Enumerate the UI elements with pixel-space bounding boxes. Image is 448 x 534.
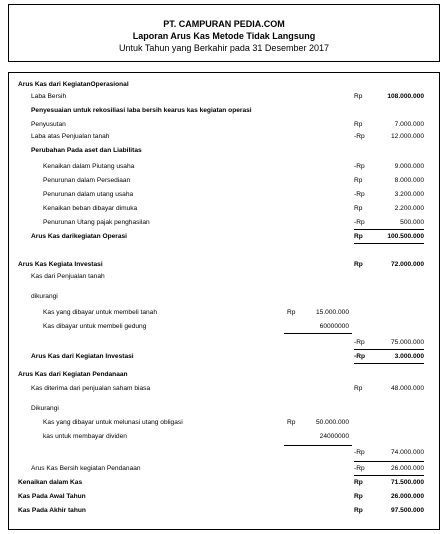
amount: 500.000 — [400, 219, 424, 226]
report-header — [8, 4, 440, 62]
row-label: Laba Bersih — [31, 93, 67, 100]
amount: 108.000.000 — [387, 93, 424, 100]
amount: 74.000.000 — [390, 449, 424, 456]
statement-row — [9, 431, 439, 443]
currency-prefix: -Rp — [354, 465, 365, 472]
row-label: kas untuk membayar dividen — [43, 433, 127, 440]
row-label: Arus Kas Kegiata Investasi — [18, 261, 103, 268]
sub-amount: 15.000.000 — [315, 309, 349, 316]
company-name: PT. CAMPURAN PEDIA.COM — [163, 19, 285, 29]
statement-row — [9, 161, 439, 173]
amount: 26.000.000 — [390, 493, 424, 500]
row-label: Kas Pada Akhir tahun — [18, 507, 86, 514]
report-title: Laporan Arus Kas Metode Tidak Langsung — [132, 31, 316, 41]
statement-row — [9, 271, 439, 283]
amount: 48.000.000 — [390, 385, 424, 392]
row-label: Penyesuaian untuk rekosiliasi laba bersih kearus kas kegiatan operasi — [31, 107, 252, 114]
amount: 8.000.000 — [394, 177, 424, 184]
currency-prefix: Rp — [354, 261, 363, 268]
underline-rule — [354, 229, 424, 230]
row-label: Arus Kas dari Kegiatan Pendanaan — [18, 371, 128, 378]
statement-row — [9, 337, 439, 349]
statement-row — [9, 145, 439, 157]
statement-row — [9, 203, 439, 215]
currency-prefix: Rp — [354, 233, 363, 240]
currency-prefix: Rp — [287, 419, 296, 426]
statement-row — [9, 79, 439, 91]
row-label: Perubahan Pada aset dan Liabilitas — [31, 147, 142, 154]
statement-row — [9, 463, 439, 475]
row-label: Kas yang dibayar untuk membeli tanah — [43, 309, 157, 316]
amount: 2.200.000 — [394, 205, 424, 212]
sub-amount: 50.000.000 — [315, 419, 349, 426]
currency-prefix: -Rp — [354, 219, 365, 226]
currency-prefix: Rp — [354, 493, 363, 500]
amount: 72.000.000 — [390, 261, 424, 268]
row-label: Penurunan dalam Persediaan — [43, 177, 131, 184]
currency-prefix: -Rp — [354, 163, 365, 170]
statement-row — [9, 231, 439, 243]
statement-body — [8, 72, 440, 530]
statement-row — [9, 417, 439, 429]
underline-rule — [284, 445, 352, 446]
amount: 3.000.000 — [394, 353, 424, 360]
amount: 12.000.000 — [390, 133, 424, 140]
row-label: Kas yang dibayar untuk melunasi utang obligasi — [43, 419, 183, 426]
statement-row — [9, 189, 439, 201]
cash-flow-sheet — [8, 4, 440, 530]
currency-prefix: Rp — [354, 121, 363, 128]
row-label: Arus Kas dari Kegiatan Investasi — [31, 353, 134, 360]
row-label: Kas dibayar untuk membeli gedung — [43, 323, 147, 330]
amount: 71.500.000 — [390, 479, 424, 486]
statement-row — [9, 119, 439, 131]
row-label: Kas dari Penjualan tanah — [31, 273, 105, 280]
statement-row — [9, 259, 439, 271]
currency-prefix: -Rp — [354, 191, 365, 198]
statement-row — [9, 491, 439, 503]
amount: 7.000.000 — [394, 121, 424, 128]
underline-rule — [354, 243, 424, 244]
row-label: Kenaikan beban dibayar dimuka — [43, 205, 138, 212]
currency-prefix: Rp — [354, 93, 363, 100]
statement-row — [9, 91, 439, 103]
statement-row — [9, 105, 439, 117]
report-period: Untuk Tahun yang Berkahir pada 31 Desember 2017 — [119, 43, 329, 53]
sub-amount: 24000000 — [319, 433, 349, 440]
statement-row — [9, 383, 439, 395]
currency-prefix: -Rp — [354, 449, 365, 456]
underline-rule — [354, 461, 424, 462]
row-label: Penurunan Utang pajak penghasilan — [43, 219, 150, 226]
row-label: Kenaikan dalam Piutang usaha — [43, 163, 135, 170]
row-label: Arus Kas dari KegiatanOperasional — [18, 81, 129, 88]
statement-row — [9, 217, 439, 229]
currency-prefix: -Rp — [354, 353, 365, 360]
currency-prefix: -Rp — [354, 133, 365, 140]
statement-row — [9, 321, 439, 333]
row-label: dikurangi — [31, 293, 58, 300]
row-label: Kas diterima dari penjualan saham biasa — [31, 385, 151, 392]
row-label: Dikurangi — [31, 405, 59, 412]
statement-row — [9, 477, 439, 489]
row-label: Arus Kas darikegiatan Operasi — [31, 233, 128, 240]
row-label: Arus Kas Bersih kegiatan Pendanaan — [31, 465, 141, 472]
currency-prefix: Rp — [354, 507, 363, 514]
amount: 9.000.000 — [394, 163, 424, 170]
sub-amount: 60000000 — [319, 323, 349, 330]
currency-prefix: Rp — [354, 205, 363, 212]
statement-row — [9, 131, 439, 143]
statement-row — [9, 175, 439, 187]
statement-row — [9, 307, 439, 319]
row-label: Penyusutan — [31, 121, 66, 128]
statement-row — [9, 291, 439, 303]
underline-rule — [354, 349, 424, 350]
amount: 97.500.000 — [390, 507, 424, 514]
row-label: Kenaikan dalam Kas — [18, 479, 83, 486]
amount: 100.500.000 — [387, 233, 424, 240]
statement-row — [9, 351, 439, 363]
amount: 26.000.000 — [390, 465, 424, 472]
currency-prefix: Rp — [354, 177, 363, 184]
amount: 75.000.000 — [390, 339, 424, 346]
statement-row — [9, 447, 439, 459]
row-label: Penurunan dalam utang usaha — [43, 191, 134, 198]
statement-row — [9, 505, 439, 517]
underline-rule — [354, 475, 424, 476]
row-label: Kas Pada Awal Tahun — [18, 493, 86, 500]
statement-row — [9, 369, 439, 381]
currency-prefix: Rp — [354, 385, 363, 392]
amount: 3.200.000 — [394, 191, 424, 198]
underline-rule — [354, 363, 424, 364]
statement-row — [9, 403, 439, 415]
currency-prefix: Rp — [354, 479, 363, 486]
underline-rule — [284, 333, 352, 334]
currency-prefix: Rp — [287, 309, 296, 316]
currency-prefix: -Rp — [354, 339, 365, 346]
row-label: Laba atas Penjualan tanah — [31, 133, 110, 140]
